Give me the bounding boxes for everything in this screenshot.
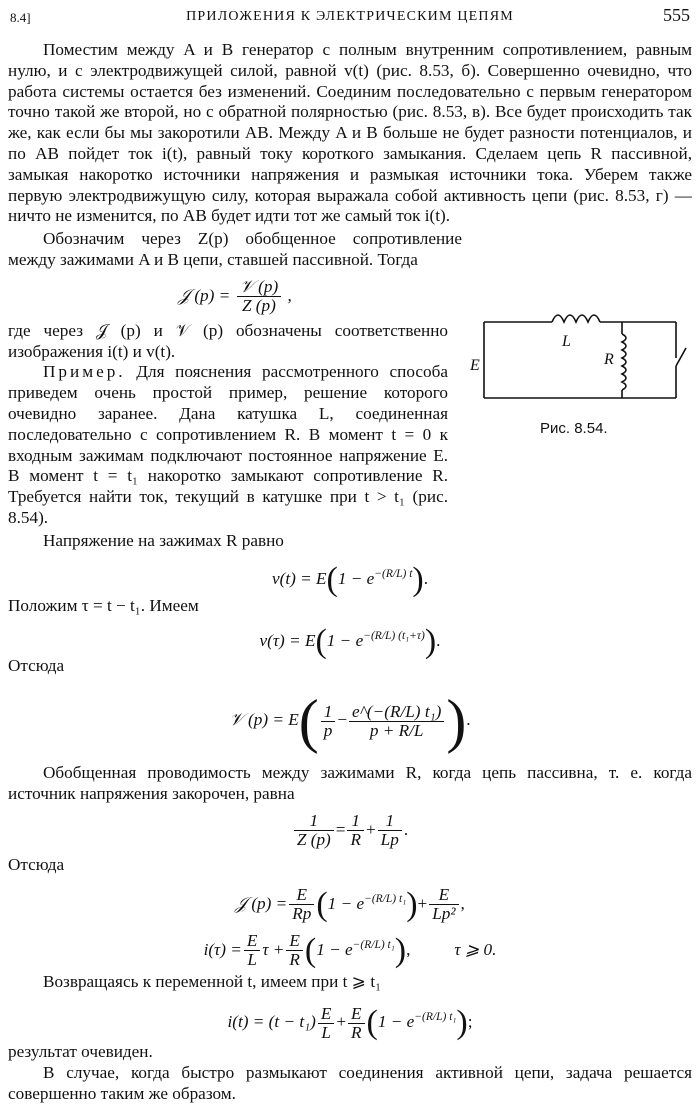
eq7-b-numerator: E [286, 932, 303, 951]
eq5-fraction-lhs [294, 812, 334, 849]
eq2-inner: 1 − e [337, 568, 375, 588]
equation-8 [8, 992, 692, 1042]
equation-4 [8, 677, 692, 763]
eq6-inner: 1 − e [327, 893, 365, 913]
equation-6 [8, 876, 692, 922]
eq8-a-numerator: E [318, 1005, 335, 1024]
eq4-a-numerator: 1 [321, 703, 336, 722]
eq2-paren-close: ) [412, 560, 424, 598]
eq8-exponent: −(R/L) t₁ [414, 1011, 457, 1024]
eq2-tail: . [423, 568, 429, 588]
paragraph-10: Возвращаясь к переменной t, имеем при t ⩾ t₁ [43, 971, 382, 991]
page-number: 555 [663, 5, 690, 25]
paragraph-8: Обобщенная проводимость между зажимами R, когда цепь пассивна, т. е. когда источник напряжения закорочен, равна [8, 763, 692, 803]
eq7-tail: , [406, 939, 411, 959]
example-text: Для пояснения рассмотренного способа приведем очень простой пример, решение которого очевидно заранее. Дана катушка L, соединенная последовательно с сопротивлением R. В момент t = 0 к входным зажимам подключают постоянное напряжение E. В момент t = t₁ накоротко замыкают сопротивление R. Требуется найти ток, текущий в катушке при t > t₁ (рис. 8.54). [8, 362, 448, 527]
label-L: L [562, 333, 571, 350]
eq8-a-denominator: L [321, 1022, 331, 1042]
example-label: Пример. [43, 362, 126, 382]
eq5-tail: . [403, 819, 409, 839]
eq7-condition: τ ⩾ 0. [454, 939, 497, 959]
resistor-coil [622, 334, 626, 390]
eq4-minus: − [337, 710, 348, 730]
eq6-fraction-b [429, 886, 458, 923]
eq5-fraction-a [347, 812, 364, 849]
paragraph-1: Поместим между A и B генератор с полным внутренним сопротивлением, равным нулю, и с электродвижущей силой, равной v(t) (рис. 8.53, б). Совершенно очевидно, что работа системы остается без изменений. Соединим последовательно с первым генератором точно такой же второй, но с обратной полярностью (рис. 8.53, в). Все будет происходить так же, как если бы мы закоротили AB. Между A и B больше не будет разности потенциалов, и по AB пойдет ток i(t), равный току короткого замыкания. Сделаем цепь R пассивной, замыкая накоротко источники напряжения и размыкая источники тока. Уберем также первую электродвижущую силу, которая выражала собой активность цепи (рис. 8.53, г) — ничто не изменится, по AB будет идти тот же самый ток i(t). [8, 40, 692, 226]
eq3-paren-close: ) [424, 623, 437, 661]
paragraph-7: Отсюда [8, 656, 65, 676]
eq5-a-numerator: 1 [347, 812, 364, 831]
eq5-fraction-b [378, 812, 402, 849]
eq6-tail: , [460, 893, 465, 913]
eq5-plus: + [365, 819, 376, 839]
eq5-a-denominator: R [350, 830, 361, 850]
eq7-lhs: i(τ) = [203, 939, 242, 959]
eq4-paren-open: ( [298, 688, 319, 755]
label-R: R [604, 351, 614, 368]
eq6-lhs: 𝒥 (p) = [235, 893, 288, 913]
eq6-exponent: −(R/L) t₁ [364, 892, 407, 905]
eq1-denominator: Z (p) [241, 296, 276, 316]
eq4-b-numerator: e^(−(R/L) t₁) [349, 703, 444, 722]
eq3-inner: 1 − e [326, 631, 364, 651]
eq8-lhs: i(t) = (t − t₁) [227, 1012, 316, 1032]
eq8-inner: 1 − e [377, 1012, 415, 1032]
eq1-fraction [237, 278, 282, 315]
eq8-b-denominator: R [351, 1022, 362, 1042]
eq3-lhs: v(τ) = E [259, 631, 316, 651]
eq7-a-numerator: E [244, 932, 261, 951]
paragraph-9: Отсюда [8, 854, 65, 874]
eq4-fraction-b [349, 703, 444, 740]
eq5-b-denominator: Lp [380, 830, 399, 850]
paragraph-6: Положим τ = t − t₁. Имеем [8, 595, 199, 615]
eq1-tail: , [287, 285, 292, 305]
eq7-paren-open: ( [304, 931, 317, 969]
eq6-paren-open: ( [316, 885, 328, 923]
circuit-diagram [470, 302, 692, 418]
eq7-fraction-a [244, 932, 261, 969]
eq4-lhs: 𝒱 (p) = E [229, 710, 299, 730]
eq6-a-denominator: Rp [292, 904, 312, 924]
eq8-fraction-b [348, 1005, 365, 1042]
eq8-plus: + [336, 1012, 347, 1032]
eq6-plus: + [417, 893, 428, 913]
eq6-paren-close: ) [406, 885, 418, 923]
eq7-inner: 1 − e [316, 939, 353, 959]
eq7-tau: τ + [262, 939, 285, 959]
eq4-b-denominator: p + R/L [369, 720, 424, 740]
eq5-b-numerator: 1 [378, 812, 402, 831]
figure-8-54 [470, 302, 692, 442]
paragraph-3: где через 𝒥 (p) и 𝒱 (p) обозначены соответственно изображения i(t) и v(t). [8, 320, 448, 361]
inductor-coil [552, 315, 600, 322]
figure-caption: Рис. 8.54. [540, 420, 608, 437]
eq4-paren-close: ) [446, 688, 467, 755]
eq3-tail: . [436, 631, 441, 651]
equation-2 [8, 552, 692, 596]
eq8-b-numerator: E [348, 1005, 365, 1024]
equation-5 [8, 805, 692, 855]
running-header [8, 4, 692, 40]
eq6-b-denominator: Lp² [432, 904, 456, 924]
paragraph-12: В случае, когда быстро размыкают соединения активной цепи, задача решается совершенно таким же образом. [8, 1063, 692, 1103]
eq1-numerator: 𝒱 (p) [237, 278, 282, 297]
eq7-exponent: −(R/L) t₁ [352, 938, 395, 951]
equation-3 [8, 616, 692, 661]
eq8-fraction-a [318, 1005, 335, 1042]
paragraph-4 [8, 362, 448, 528]
section-number: 8.4] [10, 10, 31, 25]
eq3-paren-open: ( [315, 623, 327, 661]
eq4-fraction-a [321, 703, 336, 740]
eq6-a-numerator: E [289, 886, 314, 905]
running-title: ПРИЛОЖЕНИЯ К ЭЛЕКТРИЧЕСКИМ ЦЕПЯМ [186, 9, 514, 24]
eq1-lhs: 𝒥 (p) = [178, 285, 231, 305]
eq2-exponent: −(R/L) t [374, 567, 413, 580]
eq2-paren-open: ( [326, 560, 338, 598]
paragraph-5: Напряжение на зажимах R равно [43, 530, 284, 550]
eq7-b-denominator: R [289, 950, 300, 970]
eq4-a-denominator: p [323, 720, 333, 740]
eq7-a-denominator: L [247, 950, 257, 970]
eq7-fraction-b [286, 932, 303, 969]
eq8-paren-open: ( [366, 1004, 378, 1042]
paragraph-2: Обозначим через Z(p) обобщенное сопротивление между зажимами A и B цепи, ставшей пассивной. Тогда [8, 229, 462, 269]
eq6-fraction-a [289, 886, 314, 923]
eq8-paren-close: ) [456, 1004, 468, 1042]
equation-1 [8, 271, 462, 321]
eq5-lhs-numerator: 1 [294, 812, 334, 831]
label-E: E [470, 357, 480, 374]
paragraph-11: результат очевиден. [8, 1042, 153, 1062]
book-page [8, 4, 692, 1105]
eq6-b-numerator: E [429, 886, 458, 905]
equation-7 [8, 922, 692, 968]
eq5-equals: = [335, 819, 346, 839]
eq3-exponent: −(R/L) (t₁+τ) [363, 630, 425, 643]
eq2-lhs: v(t) = E [271, 568, 327, 588]
eq4-tail: . [466, 710, 471, 730]
eq7-paren-close: ) [394, 931, 407, 969]
switch-blade [676, 348, 686, 366]
eq5-lhs-denominator: Z (p) [296, 830, 331, 850]
eq8-tail: ; [467, 1012, 473, 1032]
